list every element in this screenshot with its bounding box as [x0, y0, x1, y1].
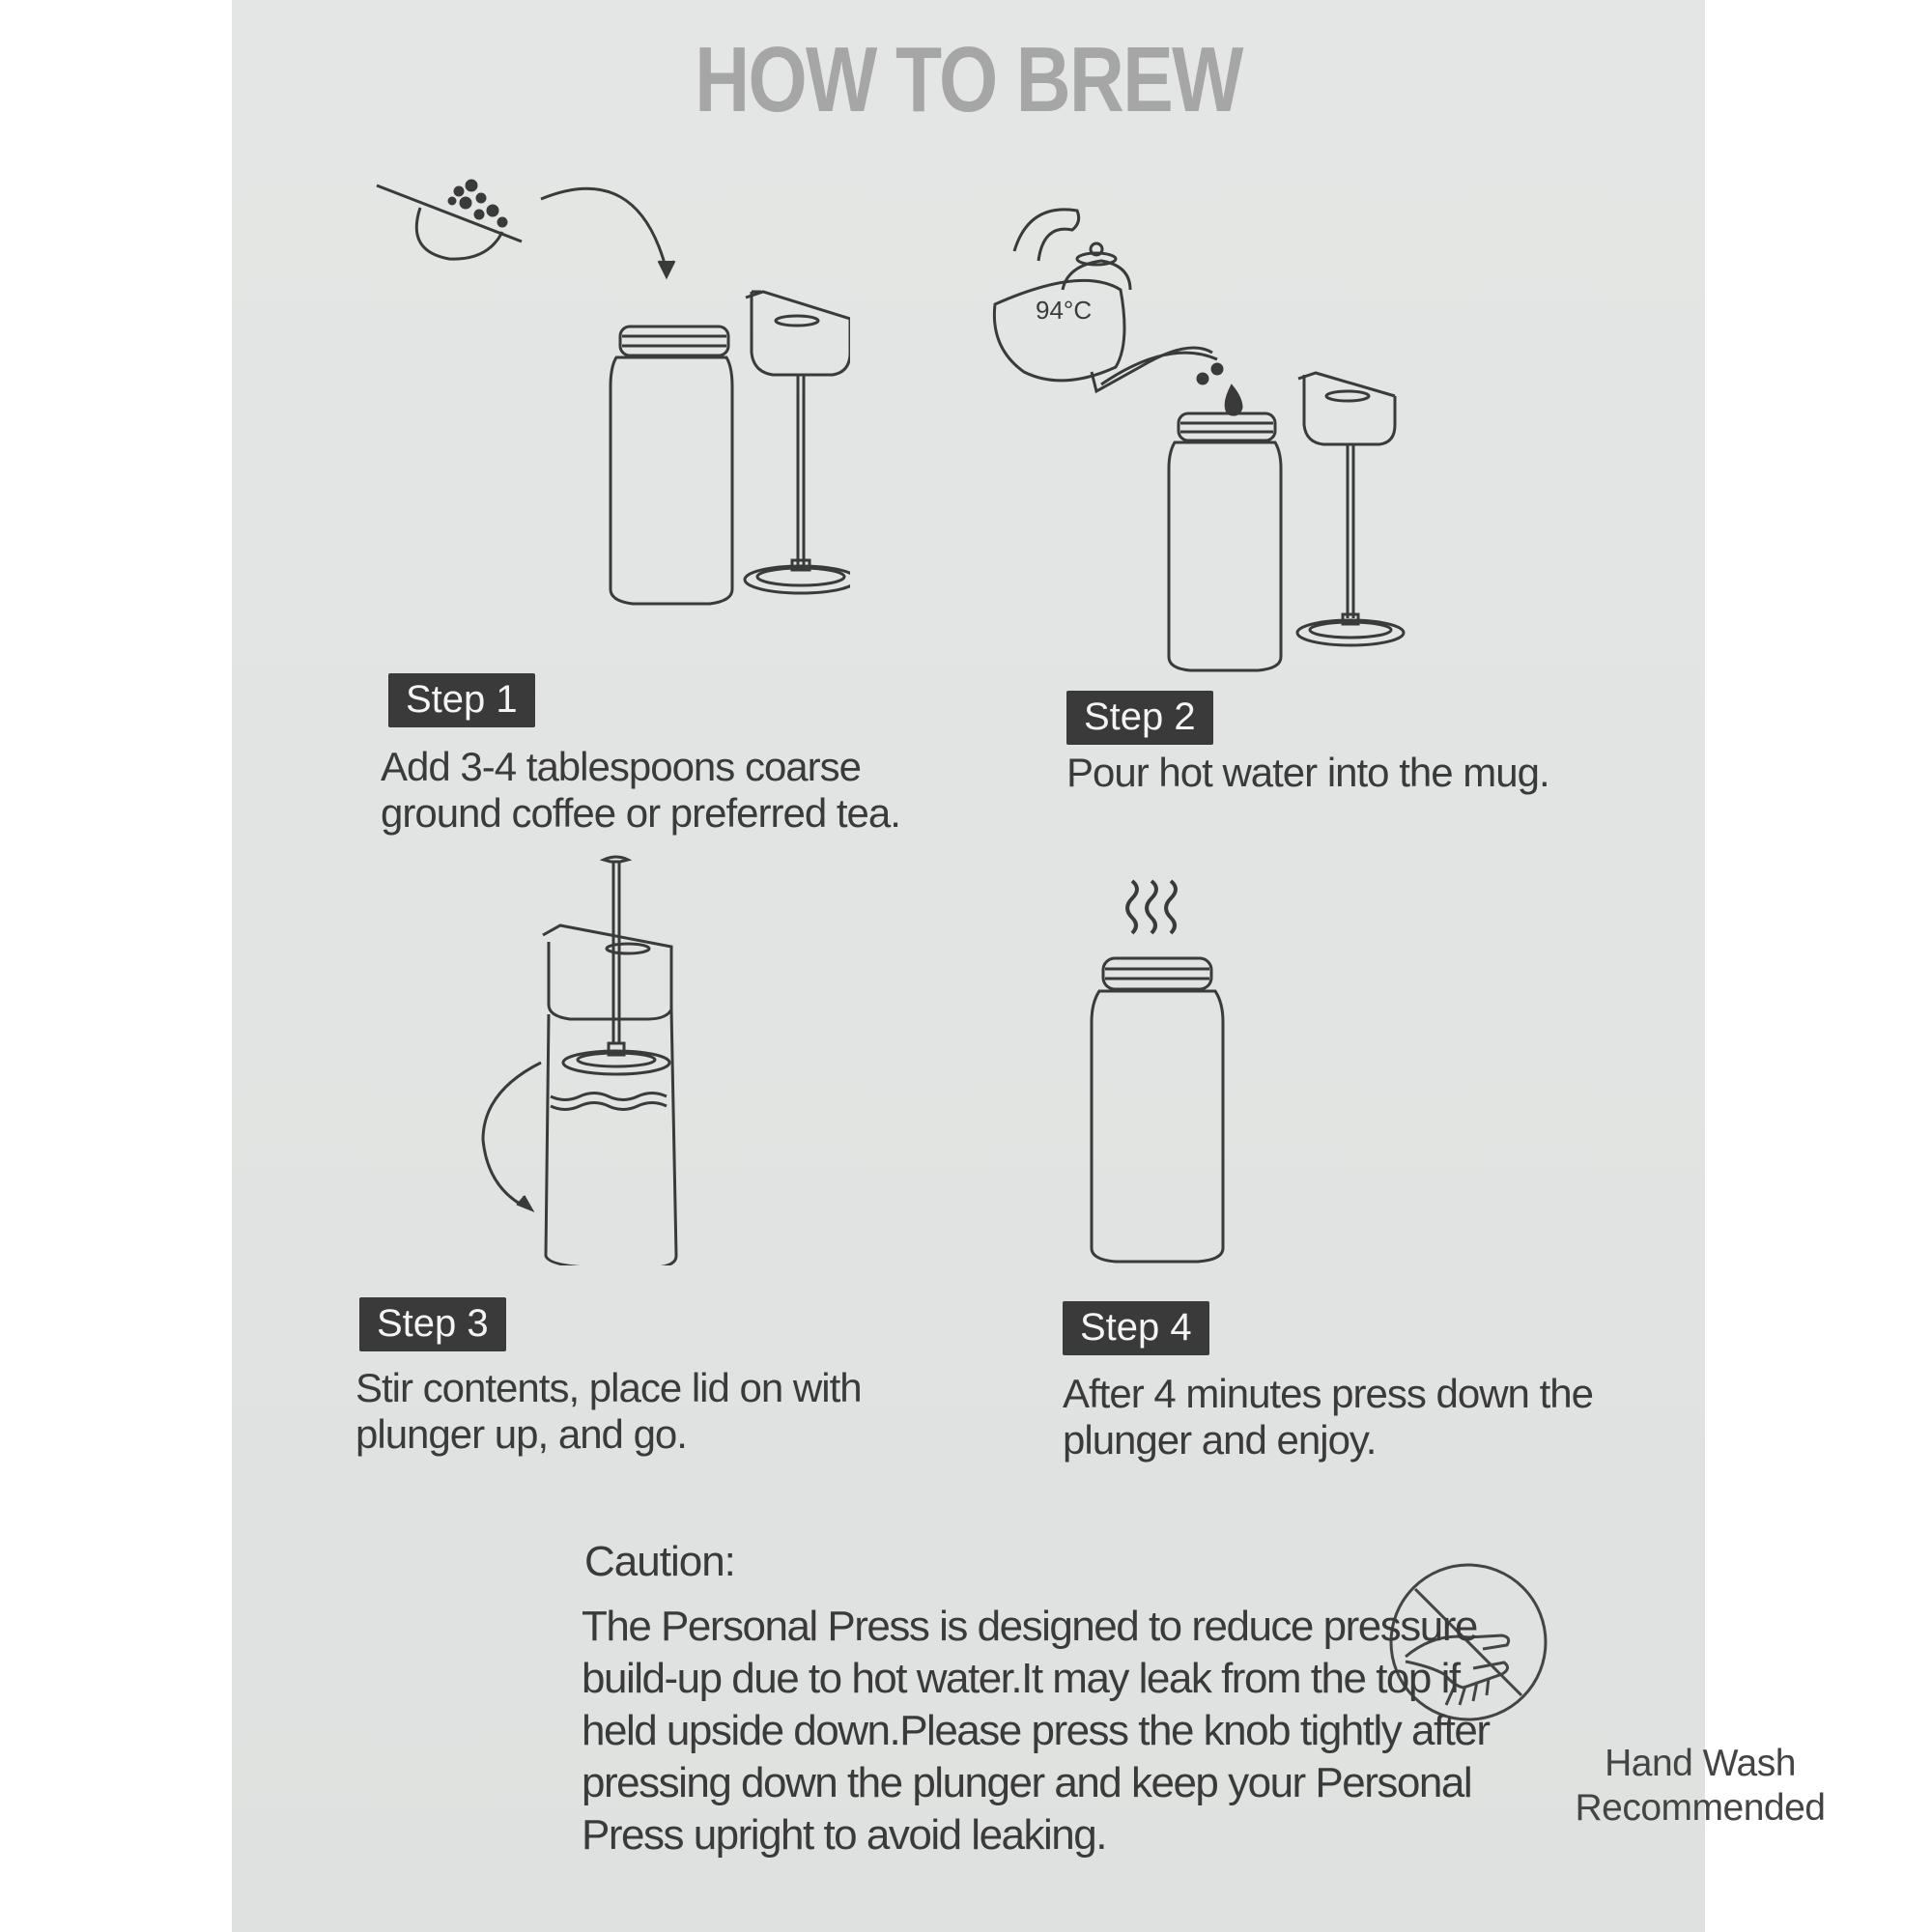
mug-body-icon — [1169, 413, 1281, 670]
french-press-icon — [543, 857, 676, 1265]
step3-badge: Step 3 — [359, 1297, 506, 1351]
kettle-icon — [994, 210, 1241, 414]
caution-heading: Caution: — [584, 1538, 735, 1585]
mug-body-icon — [611, 327, 732, 604]
scoop-icon — [377, 181, 522, 259]
caution-body: The Personal Press is designed to reduce pressure build-up due to hot water.It may leak from the top if held upside down.Please press the knob tightly after pressing down the plunger and keep your Personal Press upright to avoid leaking. — [582, 1603, 1490, 1859]
step4-illustration — [1082, 869, 1236, 1275]
hand-wash-label — [1555, 1742, 1845, 1831]
mug-body-icon — [1092, 958, 1223, 1262]
step2-text: Pour hot water into the mug. — [1066, 750, 1549, 795]
kettle-temperature-label: 94°C — [1036, 296, 1093, 325]
step3-illustration — [473, 850, 782, 1265]
hand-wash-label-line1: Hand Wash — [1605, 1743, 1796, 1784]
plunger-lid-icon — [1297, 373, 1404, 645]
step4-badge: Step 4 — [1063, 1301, 1209, 1355]
step1-badge: Step 1 — [388, 673, 535, 727]
instruction-card — [232, 0, 1826, 1932]
plunger-lid-icon — [745, 292, 850, 593]
step2-illustration — [985, 193, 1488, 676]
stir-arrow-icon — [483, 1063, 541, 1209]
step4-text: After 4 minutes press down the plunger and enjoy. — [1063, 1371, 1593, 1463]
step3-text: Stir contents, place lid on with plunger up, and go. — [355, 1365, 862, 1457]
step1-text: Add 3-4 tablespoons coarse ground coffee or preferred tea. — [381, 744, 900, 836]
arrow-icon — [541, 188, 674, 276]
page-title: HOW TO BREW — [695, 28, 1242, 131]
step1-illustration — [367, 164, 850, 628]
step2-badge: Step 2 — [1066, 691, 1213, 745]
steam-icon — [1127, 881, 1176, 933]
hand-wash-label-line2: Recommended — [1575, 1787, 1826, 1829]
